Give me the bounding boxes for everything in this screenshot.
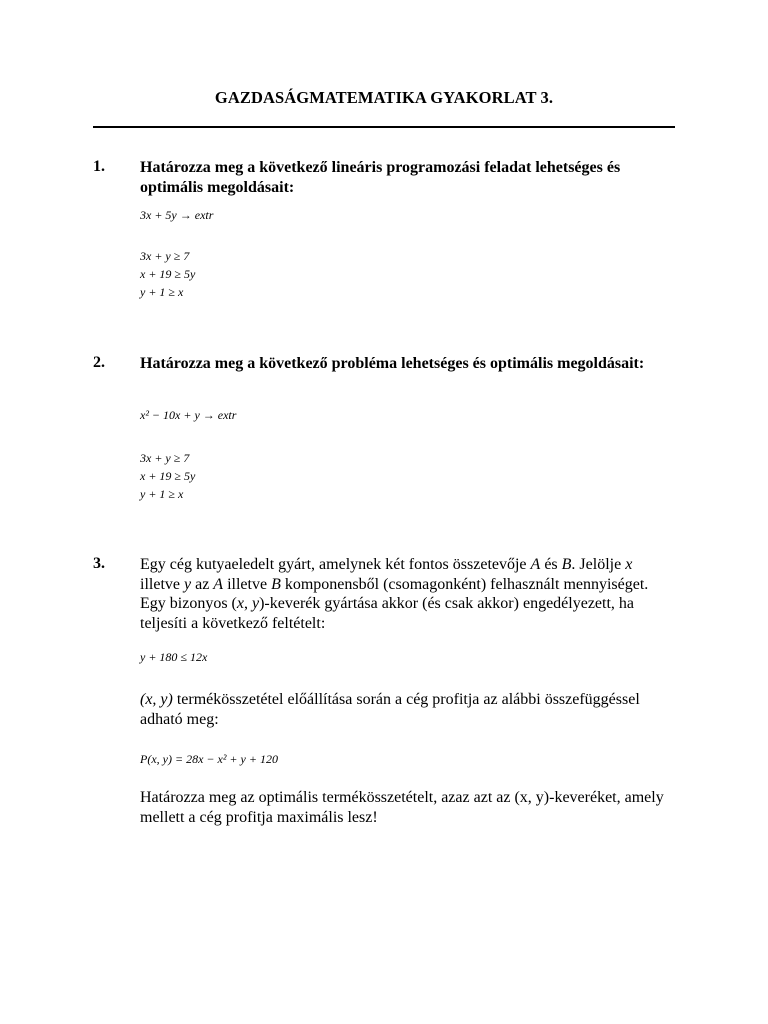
- problem-3-number: 3.: [93, 555, 105, 572]
- problem-3-question: Határozza meg az optimális termékösszetételt, azaz azt az (x, y)-keveréket, amely mellett a cég profitja maximális lesz!: [140, 789, 664, 826]
- page-title: GAZDASÁGMATEMATIKA GYAKORLAT 3.: [214, 88, 554, 107]
- problem-1-number: 1.: [93, 158, 105, 175]
- problem-2-constraint-1: 3x + y ≥ 7: [140, 451, 190, 465]
- problem-1-constraint-2: x + 19 ≥ 5y: [140, 267, 196, 281]
- problem-2-constraint-2: x + 19 ≥ 5y: [140, 469, 196, 483]
- problem-1-text: Határozza meg a következő lineáris programozási feladat lehetséges és optimális megoldásait:: [140, 159, 621, 196]
- problem-2-number: 2.: [93, 354, 105, 371]
- problem-1-constraint-3: y + 1 ≥ x: [140, 285, 184, 299]
- problem-1-constraint-1: 3x + y ≥ 7: [140, 249, 190, 263]
- problem-3-intro: Egy cég kutyaeledelt gyárt, amelynek két fontos összetevője A és B. Jelölje x illetve y az A illetve B komponensből (csomagonként) felhasznált mennyiséget. Egy bizonyos (x, y)-keverék gyártása akkor (és csak akkor) engedélyezett, ha teljesíti a következő feltételt:: [140, 556, 649, 632]
- problem-2-constraint-3: y + 1 ≥ x: [140, 487, 184, 501]
- problem-3-profit-formula: P(x, y) = 28x − x² + y + 120: [140, 752, 278, 766]
- title-divider: [93, 126, 675, 128]
- problem-3-profit-text: (x, y) termékösszetétel előállítása során a cég profitja az alábbi összefüggéssel adható meg:: [140, 691, 640, 728]
- problem-2-text: Határozza meg a következő probléma lehetséges és optimális megoldásait:: [140, 355, 645, 372]
- problem-3-condition: y + 180 ≤ 12x: [140, 650, 208, 664]
- problem-1-objective: 3x + 5y → extr: [140, 208, 214, 222]
- problem-2-objective: x² − 10x + y → extr: [140, 408, 237, 422]
